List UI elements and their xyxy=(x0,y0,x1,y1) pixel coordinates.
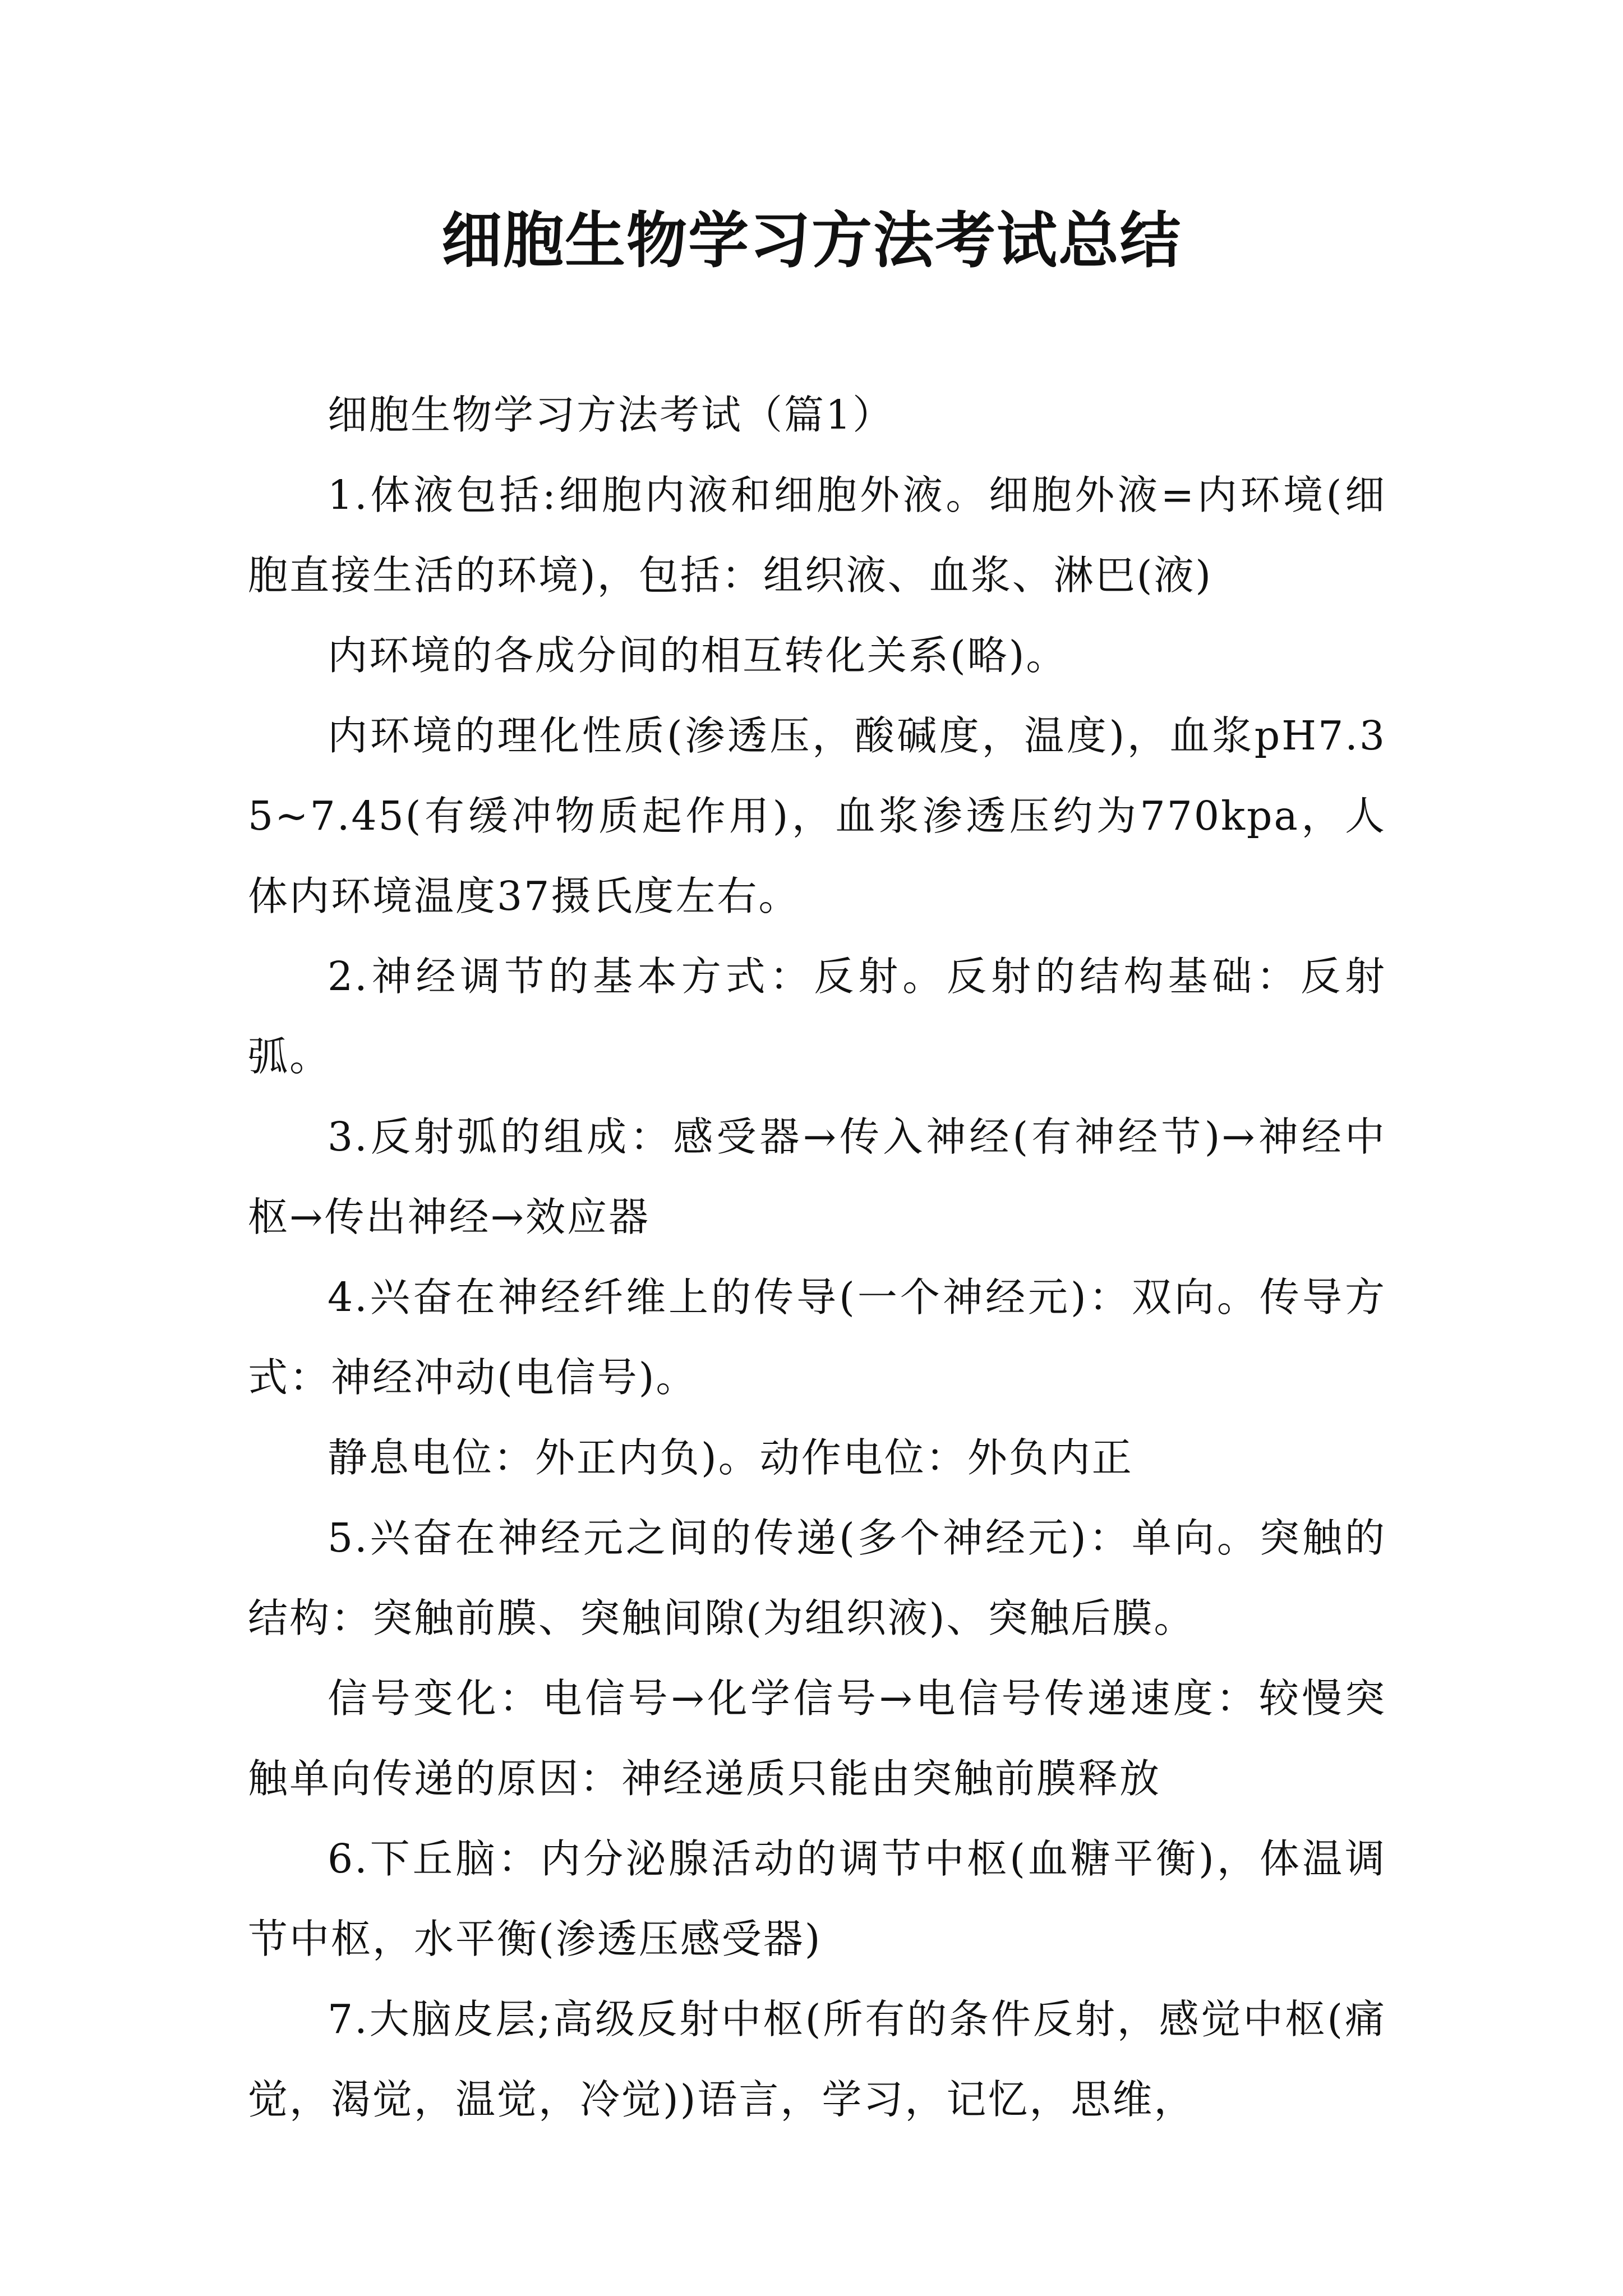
section-heading: 细胞生物学习方法考试（篇1） xyxy=(328,392,895,438)
paragraph: 静息电位：外正内负)。动作电位：外负内正 xyxy=(328,1434,1133,1481)
paragraph: 内环境的各成分间的相互转化关系(略)。 xyxy=(328,632,1068,679)
paragraph: 1.体液包括:细胞内液和细胞外液。细胞外液=内环境(细胞直接生活的环境)，包括：组织液、血浆、淋巴(液) xyxy=(248,472,1386,599)
paragraph: 6.下丘脑：内分泌腺活动的调节中枢(血糖平衡)，体温调节中枢，水平衡(渗透压感受器) xyxy=(248,1835,1386,1962)
paragraph: 5.兴奋在神经元之间的传递(多个神经元)：单向。突触的结构：突触前膜、突触间隙(为组织液)、突触后膜。 xyxy=(248,1515,1386,1641)
paragraph: 4.兴奋在神经纤维上的传导(一个神经元)：双向。传导方式：神经冲动(电信号)。 xyxy=(248,1274,1386,1401)
paragraph: 内环境的理化性质(渗透压，酸碱度，温度)，血浆pH7.35~7.45(有缓冲物质起作用)，血浆渗透压约为770kpa，人体内环境温度37摄氏度左右。 xyxy=(248,712,1386,919)
paragraph: 7.大脑皮层;高级反射中枢(所有的条件反射，感觉中枢(痛觉，渴觉，温觉，冷觉))语言，学习，记忆，思维， xyxy=(248,1996,1386,2123)
paragraph: 信号变化：电信号→化学信号→电信号传递速度：较慢突触单向传递的原因：神经递质只能由突触前膜释放 xyxy=(248,1675,1386,1802)
paragraph: 3.反射弧的组成：感受器→传入神经(有神经节)→神经中枢→传出神经→效应器 xyxy=(248,1114,1386,1240)
document-title: 细胞生物学习方法考试总结 xyxy=(441,206,1182,276)
document-body xyxy=(248,375,1386,2139)
paragraph: 2.神经调节的基本方式：反射。反射的结构基础：反射弧。 xyxy=(248,953,1386,1080)
